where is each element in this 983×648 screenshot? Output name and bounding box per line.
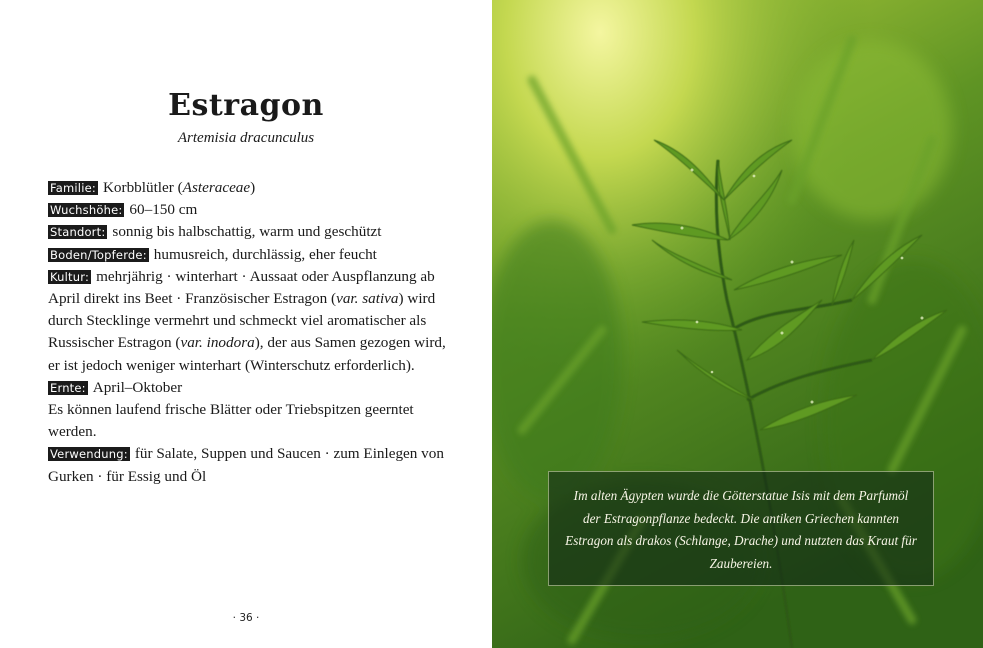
ernte-label: Ernte: [50, 380, 86, 395]
verwendung-value: für Salate, Suppen und Saucen · zum Einlegen von Gurken · für Essig und Öl [48, 445, 444, 485]
familie-row [48, 177, 448, 199]
boden-value: humusreich, durchlässig, eher feucht [153, 245, 377, 263]
kultur-var-sativa: var. sativa [336, 290, 399, 308]
boden-label: Boden/Topferde: [50, 247, 147, 262]
fact-caption-box [548, 471, 934, 586]
fact-caption-text: Im alten Ägypten wurde die Götterstatue Isis mit dem Parfumöl der Estragonpflanze bedeckt. Die antiken Griechen kannten Estragon als drakos (Schlange, Drache) und nutzten das Kraut für Zaubereien. [565, 488, 917, 571]
boden-row [48, 244, 448, 266]
ernte-note: Es können laufend frische Blätter oder Triebspitzen geerntet werden. [48, 401, 414, 441]
ernte-row [48, 377, 448, 399]
wuchshoehe-label: Wuchshöhe: [50, 203, 123, 218]
familie-close: ) [250, 179, 256, 196]
wuchshoehe-value: 60–150 cm [129, 201, 198, 219]
verwendung-label: Verwendung: [50, 447, 128, 462]
familie-latin: Asteraceae [182, 179, 251, 196]
verwendung-row [48, 443, 448, 487]
page-title: Estragon [168, 88, 324, 123]
kultur-label: Kultur: [50, 269, 90, 284]
ernte-value: April–Oktober [92, 378, 183, 396]
wuchshoehe-row [48, 199, 448, 221]
familie-label: Familie: [50, 181, 96, 195]
page-number: · 36 · [232, 612, 260, 624]
standort-row [48, 221, 448, 243]
standort-label: Standort: [50, 225, 106, 240]
kultur-text-3: ), der aus Samen gezogen wird, er ist jedoch weniger winterhart (Winterschutz erforderlich). [48, 334, 446, 374]
kultur-text-2: ) wird durch Stecklinge vermehrt und schmeckt viel aromatischer als Russischer Estragon ( [48, 290, 436, 352]
familie-value: Korbblütler ( [102, 179, 183, 196]
kultur-row [48, 266, 448, 377]
botanical-name: Artemisia dracunculus [177, 130, 315, 146]
kultur-text-1: mehrjährig · winterhart · Aussaat oder Auspflanzung ab April direkt ins Beet · Französischer Estragon ( [48, 267, 435, 308]
standort-value: sonnig bis halbschattig, warm und geschützt [112, 223, 382, 241]
kultur-var-inodora: var. inodora [180, 334, 255, 352]
plant-profile [48, 177, 448, 488]
